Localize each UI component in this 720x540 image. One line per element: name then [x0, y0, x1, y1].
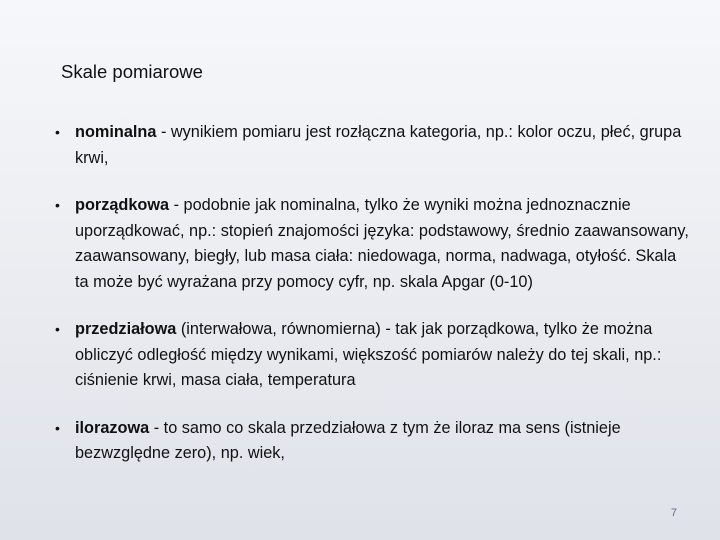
scale-term: nominalna — [75, 123, 157, 141]
page-number: 7 — [670, 507, 677, 519]
bullet-item-nominal — [44, 120, 694, 171]
bullet-list — [44, 120, 694, 467]
scale-description: - to samo co skala przedziałowa z tym że iloraz ma sens (istnieje bezwzględne zero), np. wiek, — [75, 418, 621, 462]
bullet-item-interval — [44, 317, 694, 394]
scale-description: - wynikiem pomiaru jest rozłączna kategoria, np.: kolor oczu, płeć, grupa krwi, — [75, 123, 682, 167]
bullet-item-ratio — [44, 416, 694, 467]
bullet-marker: • — [55, 419, 60, 436]
scale-description: (interwałowa, równomierna) - tak jak porządkowa, tylko że można obliczyć odległość między wynikami, większość pomiarów należy do tej skali, np.: ciśnienie krwi, masa ciała, temperatura — [75, 320, 662, 389]
scale-term: ilorazowa — [75, 418, 150, 437]
scale-term: przedziałowa — [75, 320, 177, 338]
bullet-item-ordinal — [44, 193, 694, 295]
scale-term: porządkowa — [75, 196, 170, 214]
scale-description: - podobnie jak nominalna, tylko że wyniki można jednoznacznie uporządkować, np.: stopień znajomości języka: podstawowy, średnio zaawansowany, zaawansowany, biegły, lub masa ciała: niedowaga, norma, nadwaga, otyłość. Skala ta może być wyrażana przy pomocy cyfr, np. skala Apgar (0-10) — [75, 196, 689, 291]
slide-title: Skale pomiarowe — [61, 61, 203, 82]
bullet-marker: • — [55, 197, 60, 213]
bullet-marker: • — [55, 124, 60, 140]
bullet-marker: • — [55, 321, 60, 337]
